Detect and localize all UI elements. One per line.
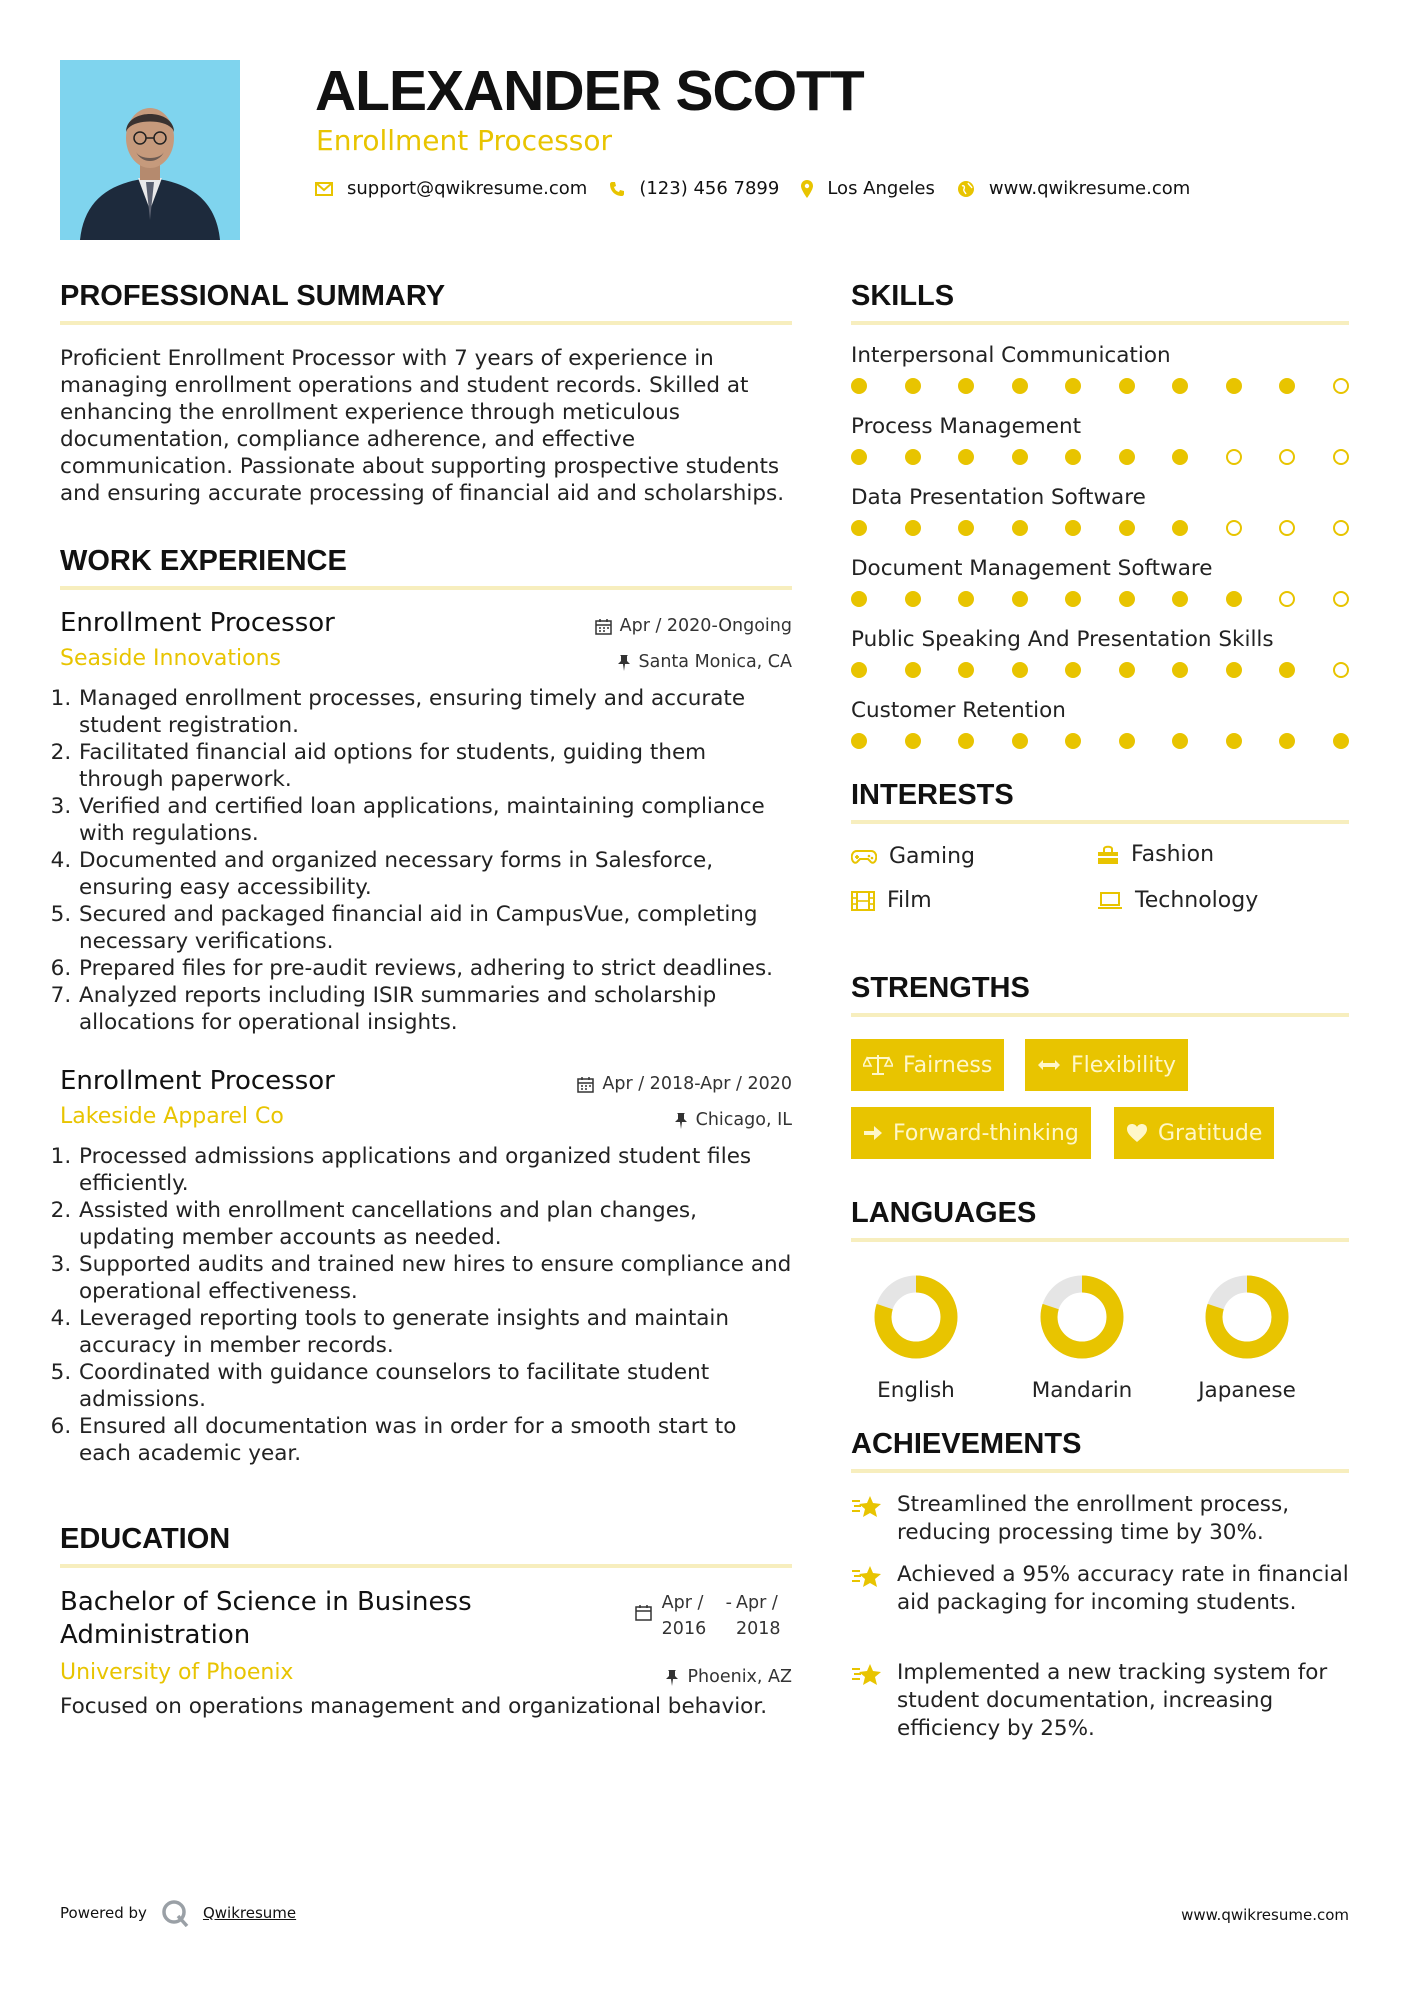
- rating-dot-empty: [1226, 520, 1242, 536]
- job-location-text: Chicago, IL: [695, 1110, 792, 1130]
- rating-dot-filled: [851, 662, 867, 678]
- envelope-icon: [315, 182, 333, 196]
- rating-dot-filled: [958, 591, 974, 607]
- summary-heading: PROFESSIONAL SUMMARY: [60, 280, 792, 325]
- language-proficiency-ring: [1037, 1272, 1127, 1362]
- rating-dot-filled: [905, 733, 921, 749]
- rating-dot-filled: [1012, 591, 1028, 607]
- qwikresume-logo-icon: [161, 1899, 189, 1927]
- rating-dot-filled: [958, 449, 974, 465]
- language-item: [851, 1272, 981, 1403]
- interest-item: [1097, 842, 1214, 867]
- duty-item: 3. Verified and certified loan applications, maintaining compliance with regulations.: [78, 793, 792, 847]
- language-proficiency-ring: [1202, 1272, 1292, 1362]
- rating-dot-filled: [1279, 733, 1295, 749]
- duty-item: 1. Processed admissions applications and organized student files efficiently.: [78, 1143, 792, 1197]
- skill-item: [851, 556, 1349, 607]
- footer-url[interactable]: www.qwikresume.com: [1181, 1906, 1349, 1924]
- rating-dot-filled: [1172, 662, 1188, 678]
- skill-rating: [851, 520, 1349, 536]
- date-separator: -: [725, 1593, 732, 1613]
- rating-dot-filled: [1065, 733, 1081, 749]
- left-column: [60, 280, 792, 1720]
- language-item: [1017, 1272, 1147, 1403]
- skill-name: Document Management Software: [851, 556, 1213, 581]
- rating-dot-empty: [1226, 449, 1242, 465]
- skills-list: [851, 343, 1349, 749]
- language-label: Japanese: [1198, 1378, 1296, 1403]
- rating-dot-filled: [1172, 733, 1188, 749]
- interest-label: Gaming: [889, 844, 975, 869]
- contact-location: [801, 178, 935, 199]
- map-pin-icon: [801, 180, 813, 198]
- balance-scale-icon: [863, 1054, 893, 1076]
- heart-icon: [1126, 1123, 1148, 1143]
- experience-heading: WORK EXPERIENCE: [60, 545, 792, 590]
- skill-rating: [851, 378, 1349, 394]
- achievement-text: Implemented a new tracking system for student documentation, increasing efficiency by 25%.: [897, 1660, 1328, 1741]
- duty-item: 1. Managed enrollment processes, ensuring timely and accurate student registration.: [78, 685, 792, 739]
- rating-dot-filled: [1172, 591, 1188, 607]
- interest-label: Film: [887, 888, 932, 913]
- rating-dot-filled: [1065, 378, 1081, 394]
- candidate-role: Enrollment Processor: [316, 124, 613, 157]
- job-location: [674, 1110, 792, 1130]
- contact-phone[interactable]: [609, 178, 779, 199]
- rating-dot-filled: [958, 520, 974, 536]
- rating-dot-filled: [905, 520, 921, 536]
- duty-item: 3. Supported audits and trained new hires to ensure compliance and operational effectiveness.: [78, 1251, 792, 1305]
- rating-dot-empty: [1333, 378, 1349, 394]
- achievement-item: [851, 1659, 1349, 1743]
- job-location-text: Santa Monica, CA: [638, 652, 792, 672]
- rating-dot-filled: [1012, 449, 1028, 465]
- pushpin-icon: [665, 1669, 679, 1686]
- rating-dot-filled: [905, 378, 921, 394]
- duty-item: 7. Analyzed reports including ISIR summaries and scholarship allocations for operational insights.: [78, 982, 792, 1036]
- education-entry: [60, 1586, 792, 1720]
- language-proficiency-ring: [871, 1272, 961, 1362]
- job-title: Enrollment Processor: [60, 1066, 335, 1096]
- achievements-heading: ACHIEVEMENTS: [851, 1428, 1349, 1473]
- interests-heading: INTERESTS: [851, 779, 1349, 824]
- strength-label: Gratitude: [1158, 1120, 1263, 1146]
- job-duties: [60, 1143, 792, 1467]
- interest-label: Fashion: [1131, 842, 1215, 867]
- education-end: Apr / 2018: [736, 1593, 781, 1639]
- interest-label: Technology: [1135, 888, 1259, 913]
- calendar-icon: [577, 1076, 594, 1093]
- pushpin-icon: [617, 654, 631, 671]
- skill-rating: [851, 449, 1349, 465]
- rating-dot-filled: [1172, 520, 1188, 536]
- education-location-text: Phoenix, AZ: [687, 1667, 792, 1687]
- contact-location-text: Los Angeles: [827, 178, 935, 199]
- skill-item: [851, 414, 1349, 465]
- rating-dot-empty: [1279, 449, 1295, 465]
- skill-rating: [851, 591, 1349, 607]
- film-icon: [851, 891, 875, 911]
- contact-phone-text: (123) 456 7899: [639, 178, 780, 199]
- achievement-item: [851, 1491, 1349, 1547]
- skill-name: Customer Retention: [851, 698, 1066, 723]
- education-location: [665, 1667, 792, 1687]
- interest-item: [851, 888, 932, 913]
- summary-text: Proficient Enrollment Processor with 7 years of experience in managing enrollment operations and student records. Skilled at enhancing the enrollment experience through meticulous documentation, compliance adherence, and effective communication. Passionate about supporting prospective students and ensuring accurate processing of financial aid and scholarships.: [60, 346, 785, 506]
- rating-dot-filled: [851, 378, 867, 394]
- job-dates: [595, 616, 792, 636]
- skill-rating: [851, 662, 1349, 678]
- duty-item: 5. Coordinated with guidance counselors to facilitate student admissions.: [78, 1359, 792, 1413]
- strength-label: Flexibility: [1071, 1052, 1176, 1078]
- school-name: University of Phoenix: [60, 1660, 294, 1685]
- rating-dot-filled: [1119, 733, 1135, 749]
- rating-dot-empty: [1333, 449, 1349, 465]
- language-label: Mandarin: [1031, 1378, 1133, 1403]
- star-icon: [851, 1493, 883, 1521]
- degree-title: Bachelor of Science in Business Administration: [60, 1587, 472, 1650]
- candidate-name: ALEXANDER SCOTT: [315, 59, 864, 123]
- footer-brand-link[interactable]: Qwikresume: [202, 1904, 297, 1922]
- duty-item: 4. Documented and organized necessary forms in Salesforce, ensuring easy accessibility.: [78, 847, 792, 901]
- rating-dot-filled: [905, 449, 921, 465]
- rating-dot-filled: [1119, 662, 1135, 678]
- skill-item: [851, 627, 1349, 678]
- duty-item: 4. Leveraged reporting tools to generate insights and maintain accuracy in member records.: [78, 1305, 792, 1359]
- rating-dot-empty: [1279, 591, 1295, 607]
- achievements-list: [851, 1473, 1349, 1741]
- contact-website-text: www.qwikresume.com: [988, 178, 1191, 199]
- profile-photo: [60, 60, 240, 240]
- globe-icon: [957, 180, 975, 198]
- arrow-right-icon: [863, 1124, 883, 1142]
- job-title: Enrollment Processor: [60, 608, 335, 638]
- languages-heading: LANGUAGES: [851, 1197, 1349, 1242]
- duty-item: 2. Facilitated financial aid options for students, guiding them through paperwork.: [78, 739, 792, 793]
- contact-email[interactable]: [315, 178, 587, 199]
- phone-icon: [609, 181, 625, 197]
- skill-name: Process Management: [851, 414, 1082, 439]
- job-location: [617, 652, 793, 672]
- rating-dot-filled: [1119, 378, 1135, 394]
- rating-dot-empty: [1279, 520, 1295, 536]
- rating-dot-filled: [1226, 591, 1242, 607]
- gamepad-icon: [851, 849, 877, 865]
- star-icon: [851, 1563, 883, 1591]
- skill-item: [851, 343, 1349, 394]
- language-item: [1182, 1272, 1312, 1403]
- achievement-text: Achieved a 95% accuracy rate in financial aid packaging for incoming students.: [897, 1562, 1349, 1615]
- achievement-text: Streamlined the enrollment process, reducing processing time by 30%.: [897, 1492, 1290, 1545]
- contact-email-text: support@qwikresume.com: [347, 178, 588, 199]
- skill-name: Data Presentation Software: [851, 485, 1146, 510]
- rating-dot-filled: [1279, 378, 1295, 394]
- rating-dot-filled: [958, 378, 974, 394]
- rating-dot-filled: [1065, 662, 1081, 678]
- duty-item: 5. Secured and packaged financial aid in CampusVue, completing necessary verifications.: [78, 901, 792, 955]
- bag-icon: [1097, 845, 1119, 865]
- skill-item: [851, 485, 1349, 536]
- rating-dot-filled: [1119, 520, 1135, 536]
- skill-name: Interpersonal Communication: [851, 343, 1171, 368]
- duty-item: 2. Assisted with enrollment cancellations and plan changes, updating member accounts as needed.: [78, 1197, 792, 1251]
- interest-item: [851, 844, 975, 869]
- strength-label: Fairness: [903, 1052, 993, 1078]
- rating-dot-filled: [1119, 591, 1135, 607]
- rating-dot-filled: [905, 591, 921, 607]
- job-company: Lakeside Apparel Co: [60, 1104, 284, 1129]
- interests-list: [851, 824, 1349, 934]
- rating-dot-filled: [958, 733, 974, 749]
- job-company: Seaside Innovations: [60, 646, 281, 671]
- rating-dot-filled: [1119, 449, 1135, 465]
- strength-tag: [1114, 1107, 1274, 1159]
- interest-item: [1097, 888, 1258, 913]
- education-start: Apr / 2016: [661, 1593, 707, 1639]
- languages-list: [851, 1242, 1349, 1418]
- strength-tag: [851, 1107, 1091, 1159]
- rating-dot-filled: [851, 591, 867, 607]
- strengths-heading: STRENGTHS: [851, 972, 1349, 1017]
- job-entry: [60, 608, 792, 1036]
- contact-website[interactable]: [957, 178, 1190, 199]
- rating-dot-filled: [1012, 378, 1028, 394]
- rating-dot-empty: [1333, 662, 1349, 678]
- job-dates-text: Apr / 2020-Ongoing: [619, 616, 792, 636]
- rating-dot-empty: [1333, 591, 1349, 607]
- rating-dot-filled: [851, 449, 867, 465]
- skill-item: [851, 698, 1349, 749]
- rating-dot-filled: [1065, 520, 1081, 536]
- rating-dot-filled: [905, 662, 921, 678]
- laptop-icon: [1097, 892, 1123, 910]
- strengths-list: [851, 1017, 1349, 1157]
- rating-dot-filled: [1279, 662, 1295, 678]
- rating-dot-filled: [1012, 733, 1028, 749]
- rating-dot-filled: [1065, 591, 1081, 607]
- person-portrait-icon: [60, 60, 240, 240]
- calendar-icon: [595, 618, 612, 635]
- achievement-item: [851, 1561, 1349, 1617]
- education-description: Focused on operations management and organizational behavior.: [60, 1694, 768, 1719]
- rating-dot-filled: [1065, 449, 1081, 465]
- pushpin-icon: [674, 1112, 688, 1129]
- skill-rating: [851, 733, 1349, 749]
- duty-item: 6. Prepared files for pre-audit reviews, adhering to strict deadlines.: [78, 955, 792, 982]
- rating-dot-filled: [1172, 378, 1188, 394]
- rating-dot-filled: [1226, 733, 1242, 749]
- education-heading: EDUCATION: [60, 1523, 792, 1568]
- rating-dot-filled: [1226, 662, 1242, 678]
- duty-item: 6. Ensured all documentation was in order for a smooth start to each academic year.: [78, 1413, 792, 1467]
- job-duties: [60, 685, 792, 1036]
- skills-heading: SKILLS: [851, 280, 1349, 325]
- education-dates: [635, 1590, 792, 1642]
- powered-by-text: Powered by: [60, 1904, 147, 1922]
- rating-dot-filled: [1226, 378, 1242, 394]
- job-dates-text: Apr / 2018-Apr / 2020: [602, 1074, 792, 1094]
- skill-name: Public Speaking And Presentation Skills: [851, 627, 1274, 652]
- rating-dot-filled: [851, 733, 867, 749]
- job-entry: [60, 1066, 792, 1467]
- rating-dot-filled: [958, 662, 974, 678]
- rating-dot-filled: [851, 520, 867, 536]
- rating-dot-filled: [1333, 733, 1349, 749]
- strength-label: Forward-thinking: [893, 1120, 1079, 1146]
- job-dates: [577, 1074, 792, 1094]
- right-column: [851, 280, 1349, 1741]
- footer-powered-by: [60, 1899, 296, 1927]
- rating-dot-filled: [1012, 520, 1028, 536]
- rating-dot-empty: [1333, 520, 1349, 536]
- strength-tag: [851, 1039, 1004, 1091]
- rating-dot-filled: [1012, 662, 1028, 678]
- star-icon: [851, 1661, 883, 1689]
- rating-dot-filled: [1172, 449, 1188, 465]
- contact-bar: [315, 178, 1212, 199]
- language-label: English: [877, 1378, 955, 1403]
- calendar-icon: [635, 1604, 652, 1621]
- strength-tag: [1025, 1039, 1188, 1091]
- arrows-horizontal-icon: [1037, 1059, 1061, 1071]
